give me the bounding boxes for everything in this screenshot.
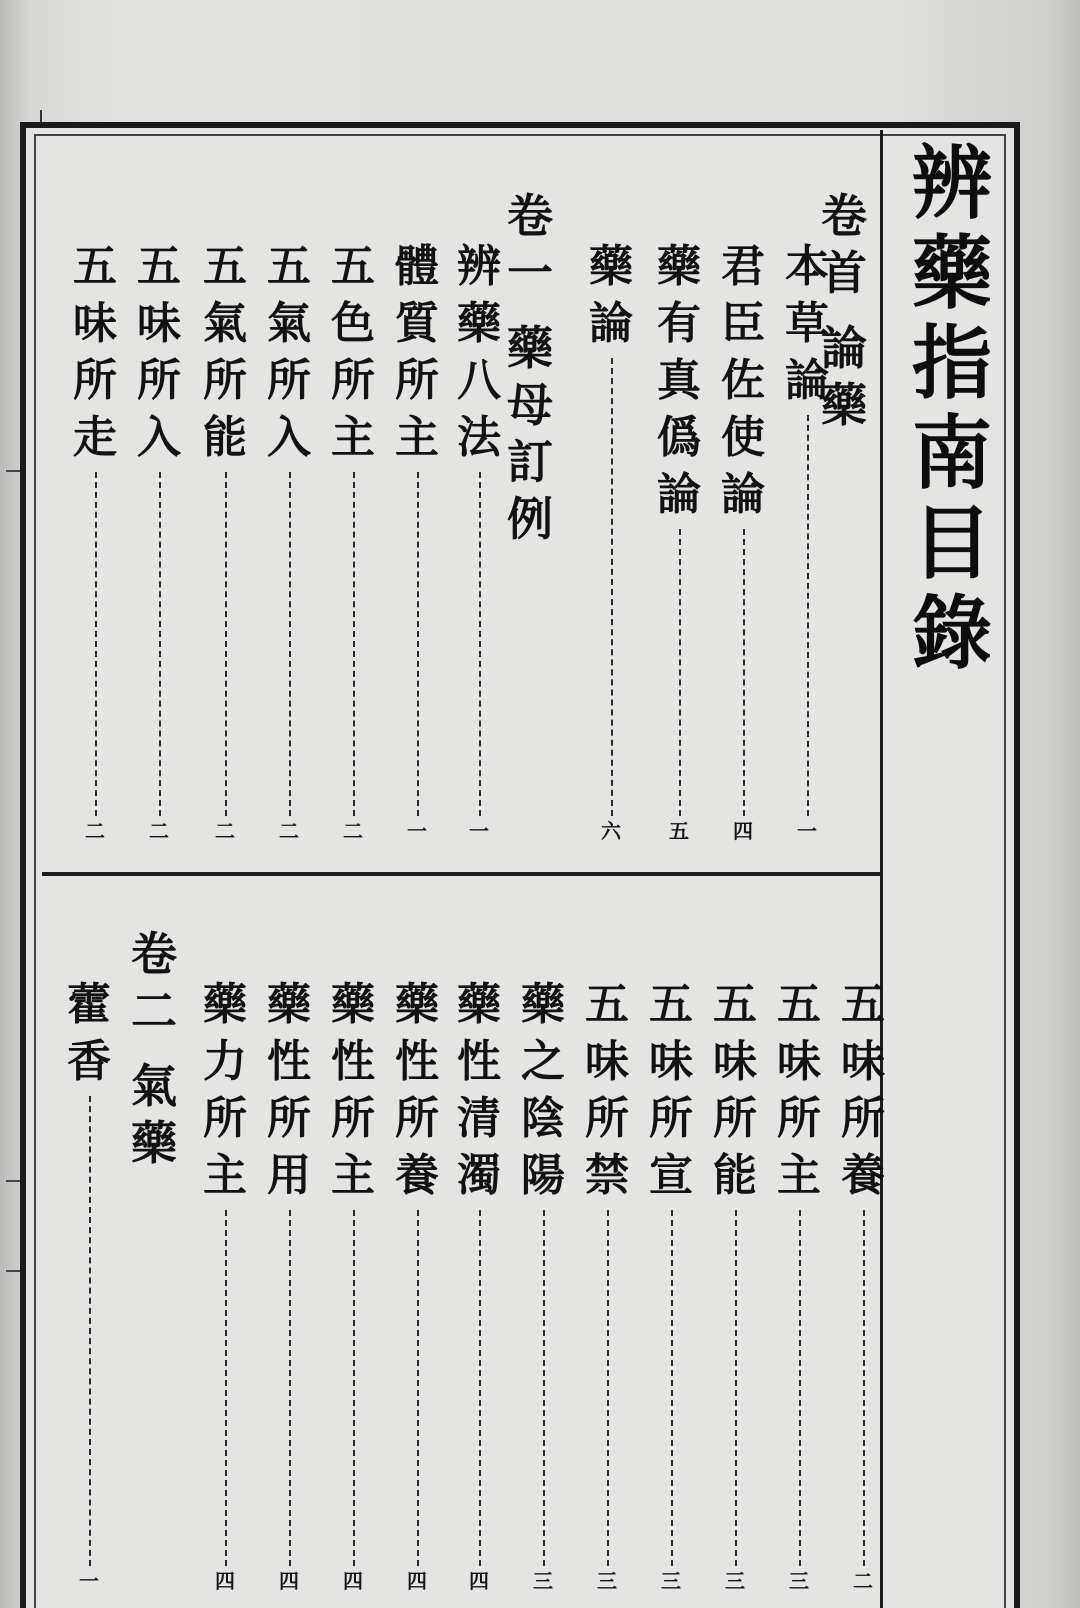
dotted-leader bbox=[225, 1210, 227, 1566]
dotted-leader bbox=[807, 415, 809, 816]
dotted-leader bbox=[417, 1210, 419, 1566]
page-number: 三 bbox=[533, 1569, 553, 1593]
toc-entry[interactable] bbox=[62, 976, 116, 1090]
dotted-leader bbox=[479, 472, 481, 816]
page-number: 四 bbox=[407, 1569, 427, 1593]
toc-entry-label: 五 味 所 宣 bbox=[649, 979, 693, 1201]
toc-entry-label: 君 臣 佐 使 論 bbox=[721, 241, 765, 520]
dotted-leader bbox=[863, 1210, 865, 1566]
dotted-leader bbox=[679, 529, 681, 816]
dotted-leader bbox=[671, 1210, 673, 1566]
page-number: 六 bbox=[601, 819, 621, 843]
page-number: 二 bbox=[215, 819, 235, 843]
toc-entry[interactable] bbox=[262, 976, 316, 1204]
toc-entry[interactable] bbox=[584, 238, 638, 352]
page-number: 五 bbox=[669, 819, 689, 843]
toc-entry-label: 五 色 所 主 bbox=[331, 241, 375, 463]
toc-entry-label: 五 氣 所 能 bbox=[203, 241, 247, 463]
page-number: 四 bbox=[215, 1569, 235, 1593]
volume-heading bbox=[124, 926, 184, 1172]
toc-entry[interactable] bbox=[772, 976, 826, 1204]
toc-entry-label: 藿 香 bbox=[67, 979, 111, 1087]
toc-entry[interactable] bbox=[198, 976, 252, 1204]
volume-label: 卷 二 bbox=[131, 927, 177, 1038]
volume-topic: 藥 母 訂 例 bbox=[507, 321, 553, 546]
page-number: 三 bbox=[789, 1569, 809, 1593]
page-number: 二 bbox=[279, 819, 299, 843]
dotted-leader bbox=[611, 358, 613, 816]
toc-entry-label: 五 味 所 入 bbox=[137, 241, 181, 463]
toc-entry-label: 五 味 所 主 bbox=[777, 979, 821, 1201]
page-number: 二 bbox=[343, 819, 363, 843]
page-number: 三 bbox=[725, 1569, 745, 1593]
toc-entry[interactable] bbox=[390, 238, 444, 466]
toc-entry[interactable] bbox=[132, 238, 186, 466]
dotted-leader bbox=[743, 529, 745, 816]
dotted-leader bbox=[95, 472, 97, 816]
toc-entry-label: 五 味 所 禁 bbox=[585, 979, 629, 1201]
page-number: 四 bbox=[343, 1569, 363, 1593]
toc-entry[interactable] bbox=[68, 238, 122, 466]
page-number: 一 bbox=[407, 819, 427, 843]
page-number: 四 bbox=[733, 819, 753, 843]
toc-entry-label: 藥 性 所 主 bbox=[331, 979, 375, 1201]
toc-entry-label: 藥 性 清 濁 bbox=[457, 979, 501, 1201]
page-number: 三 bbox=[597, 1569, 617, 1593]
toc-entry-label: 藥 論 bbox=[589, 241, 633, 349]
dotted-leader bbox=[289, 472, 291, 816]
dotted-leader bbox=[543, 1210, 545, 1566]
volume-topic: 氣 藥 bbox=[131, 1059, 177, 1170]
toc-entry-label: 藥 有 真 僞 論 bbox=[657, 241, 701, 520]
page-number: 二 bbox=[149, 819, 169, 843]
dotted-leader bbox=[735, 1210, 737, 1566]
toc-entry[interactable] bbox=[326, 976, 380, 1204]
dotted-leader bbox=[289, 1210, 291, 1566]
dotted-leader bbox=[159, 472, 161, 816]
page-number: 一 bbox=[797, 819, 817, 843]
toc-entry-label: 藥 性 所 用 bbox=[267, 979, 311, 1201]
toc-entry[interactable] bbox=[652, 238, 706, 523]
toc-entry-label: 五 味 所 走 bbox=[73, 241, 117, 463]
section-divider bbox=[42, 872, 880, 876]
page-title: 辨 藥 指 南 目 錄 bbox=[912, 136, 992, 680]
toc-entry[interactable] bbox=[262, 238, 316, 466]
dotted-leader bbox=[479, 1210, 481, 1566]
toc-entry-label: 五 味 所 養 bbox=[841, 979, 885, 1201]
page-number: 二 bbox=[853, 1569, 873, 1593]
volume-heading bbox=[500, 188, 560, 548]
volume-topic: 論 藥 bbox=[821, 321, 867, 432]
toc-entry-label: 藥 之 陰 陽 bbox=[521, 979, 565, 1201]
volume-label: 卷 一 bbox=[507, 189, 553, 300]
dotted-leader bbox=[607, 1210, 609, 1566]
toc-entry[interactable] bbox=[716, 238, 770, 523]
dotted-leader bbox=[353, 472, 355, 816]
dotted-leader bbox=[353, 1210, 355, 1566]
page-number: 一 bbox=[469, 819, 489, 843]
toc-entry[interactable] bbox=[326, 238, 380, 466]
toc-entry[interactable] bbox=[708, 976, 762, 1204]
toc-entry-label: 辨 藥 八 法 bbox=[457, 241, 501, 463]
toc-entry[interactable] bbox=[780, 238, 834, 409]
dotted-leader bbox=[799, 1210, 801, 1566]
page-number: 三 bbox=[661, 1569, 681, 1593]
toc-entry[interactable] bbox=[580, 976, 634, 1204]
toc-entry-label: 藥 力 所 主 bbox=[203, 979, 247, 1201]
toc-entry-label: 藥 性 所 養 bbox=[395, 979, 439, 1201]
page-number: 四 bbox=[279, 1569, 299, 1593]
toc-entry-label: 五 氣 所 入 bbox=[267, 241, 311, 463]
toc-entry[interactable] bbox=[390, 976, 444, 1204]
dotted-leader bbox=[225, 472, 227, 816]
volume-label: 卷 首 bbox=[821, 189, 867, 300]
toc-entry[interactable] bbox=[452, 976, 506, 1204]
page-number: 二 bbox=[85, 819, 105, 843]
title-column-divider bbox=[880, 130, 883, 1608]
toc-entry-label: 五 味 所 能 bbox=[713, 979, 757, 1201]
dotted-leader bbox=[89, 1096, 91, 1566]
toc-entry-label: 體 質 所 主 bbox=[395, 241, 439, 463]
toc-entry[interactable] bbox=[198, 238, 252, 466]
page-number: 一 bbox=[79, 1569, 99, 1593]
toc-entry[interactable] bbox=[836, 976, 890, 1204]
toc-entry[interactable] bbox=[452, 238, 506, 466]
toc-entry[interactable] bbox=[516, 976, 570, 1204]
toc-entry[interactable] bbox=[644, 976, 698, 1204]
page-number: 四 bbox=[469, 1569, 489, 1593]
dotted-leader bbox=[417, 472, 419, 816]
toc-entry-label: 本 草 論 bbox=[785, 241, 829, 406]
